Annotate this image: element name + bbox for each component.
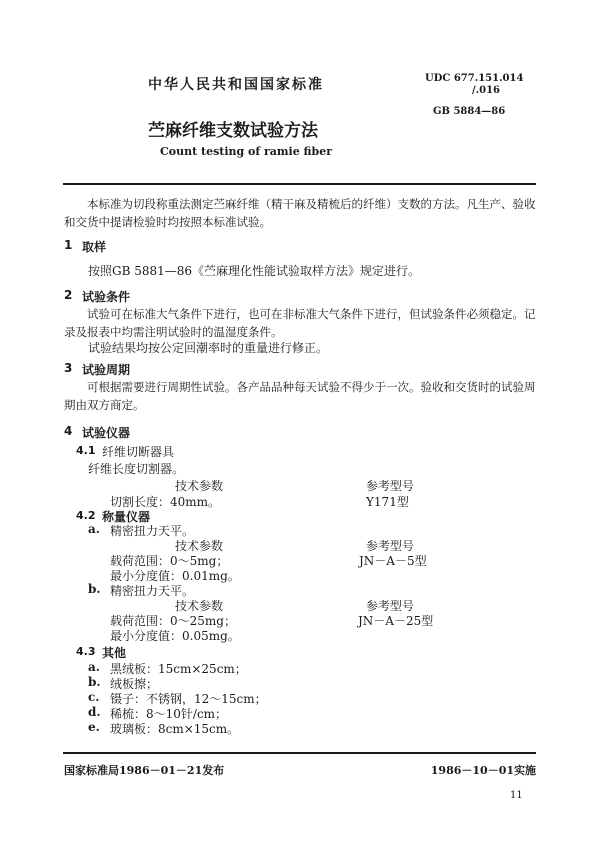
- section-4-1-title: 纤维切断器具: [102, 445, 175, 459]
- document-title: 苎麻纤维支数试验方法: [148, 121, 318, 141]
- section-3-number: 3: [64, 361, 73, 375]
- section-4-2-b-model: JN－A－25型: [358, 614, 434, 628]
- section-4-2-b-title: 精密扭力天平。: [110, 584, 195, 598]
- section-4-2-a-title: 精密扭力天平。: [110, 524, 195, 538]
- section-4-2-b-label: b.: [88, 582, 101, 596]
- section-4-2-b-range: 载荷范围：0～25mg；: [110, 614, 236, 628]
- section-4-1-model-head: 参考型号: [366, 479, 415, 493]
- list-item-label: c.: [88, 690, 100, 704]
- list-item: 镊子：不锈钢，12～15cm；: [110, 692, 267, 706]
- udc-line-1: UDC 677.151.014: [425, 73, 524, 84]
- section-4-1-param: 切割长度：40mm。: [110, 495, 221, 509]
- section-4-2-a-param-head: 技术参数: [175, 539, 224, 553]
- std-number: GB 5884—86: [433, 106, 506, 117]
- section-2-text-1: 试验可在标准大气条件下进行，也可在非标准大气条件下进行，但试验条件必须稳定。记录及报表中均需注明试验时的温湿度条件。: [64, 307, 536, 339]
- section-4-2-b-min: 最小分度值：0.05mg。: [110, 629, 240, 643]
- section-4-3-title: 其他: [102, 646, 127, 660]
- section-1-number: 1: [64, 238, 73, 252]
- list-item: 玻璃板：8cm×15cm。: [110, 722, 240, 736]
- section-4-2-number: 4.2: [76, 509, 96, 522]
- page-number: 11: [510, 790, 523, 801]
- section-4-3-number: 4.3: [76, 645, 96, 658]
- effective-date: 1986－10－01实施: [430, 764, 536, 777]
- udc-line-2: /.016: [472, 85, 501, 96]
- document-title-en: Count testing of ramie fiber: [160, 145, 332, 158]
- list-item-label: a.: [88, 660, 100, 674]
- section-4-2-a-model-head: 参考型号: [366, 539, 415, 553]
- section-4-2-b-model-head: 参考型号: [366, 599, 415, 613]
- section-4-1-sub: 纤维长度切割器。: [88, 462, 185, 476]
- section-2-text-2: 试验结果均按公定回潮率时的重量进行修正。: [88, 341, 329, 355]
- section-1-text: 按照GB 5881—86《苎麻理化性能试验取样方法》规定进行。: [88, 264, 421, 278]
- section-3-text: 可根据需要进行周期性试验。各产品品种每天试验不得少于一次。验收和交货时的试验周期由双方商定。: [64, 380, 536, 412]
- section-4-number: 4: [64, 424, 73, 438]
- list-item: 绒板擦；: [110, 677, 159, 691]
- section-4-2-a-range: 载荷范围：0～5mg；: [110, 554, 229, 568]
- section-4-title: 试验仪器: [82, 426, 131, 440]
- section-4-2-a-label: a.: [88, 522, 100, 536]
- section-4-2-b-param-head: 技术参数: [175, 599, 224, 613]
- section-4-2-title: 称量仪器: [102, 510, 151, 524]
- section-4-2-a-min: 最小分度值：0.01mg。: [110, 569, 240, 583]
- section-4-2-a-model: JN－A－5型: [359, 554, 427, 568]
- footer-divider: [63, 752, 536, 754]
- list-item-label: b.: [88, 675, 101, 689]
- header-divider: [63, 183, 536, 185]
- intro-paragraph: 本标准为切段称重法测定苎麻纤维（精干麻及精梳后的纤维）支数的方法。凡生产、验收和交货中提请检验时均按照本标准试验。: [64, 197, 536, 229]
- section-2-number: 2: [64, 288, 73, 302]
- list-item: 稀梳：8～10针/cm；: [110, 707, 228, 721]
- section-2-title: 试验条件: [82, 290, 131, 304]
- section-1-title: 取样: [82, 240, 107, 254]
- section-4-1-param-head: 技术参数: [175, 479, 224, 493]
- list-item-label: d.: [88, 705, 101, 719]
- list-item: 黑绒板：15cm×25cm；: [110, 662, 247, 676]
- issue-date: 国家标准局1986－01－21发布: [64, 764, 225, 777]
- section-4-1-number: 4.1: [76, 444, 96, 457]
- org-title: 中华人民共和国国家标准: [148, 77, 324, 93]
- list-item-label: e.: [88, 720, 100, 734]
- section-4-1-model: Y171型: [366, 495, 409, 509]
- section-3-title: 试验周期: [82, 363, 131, 377]
